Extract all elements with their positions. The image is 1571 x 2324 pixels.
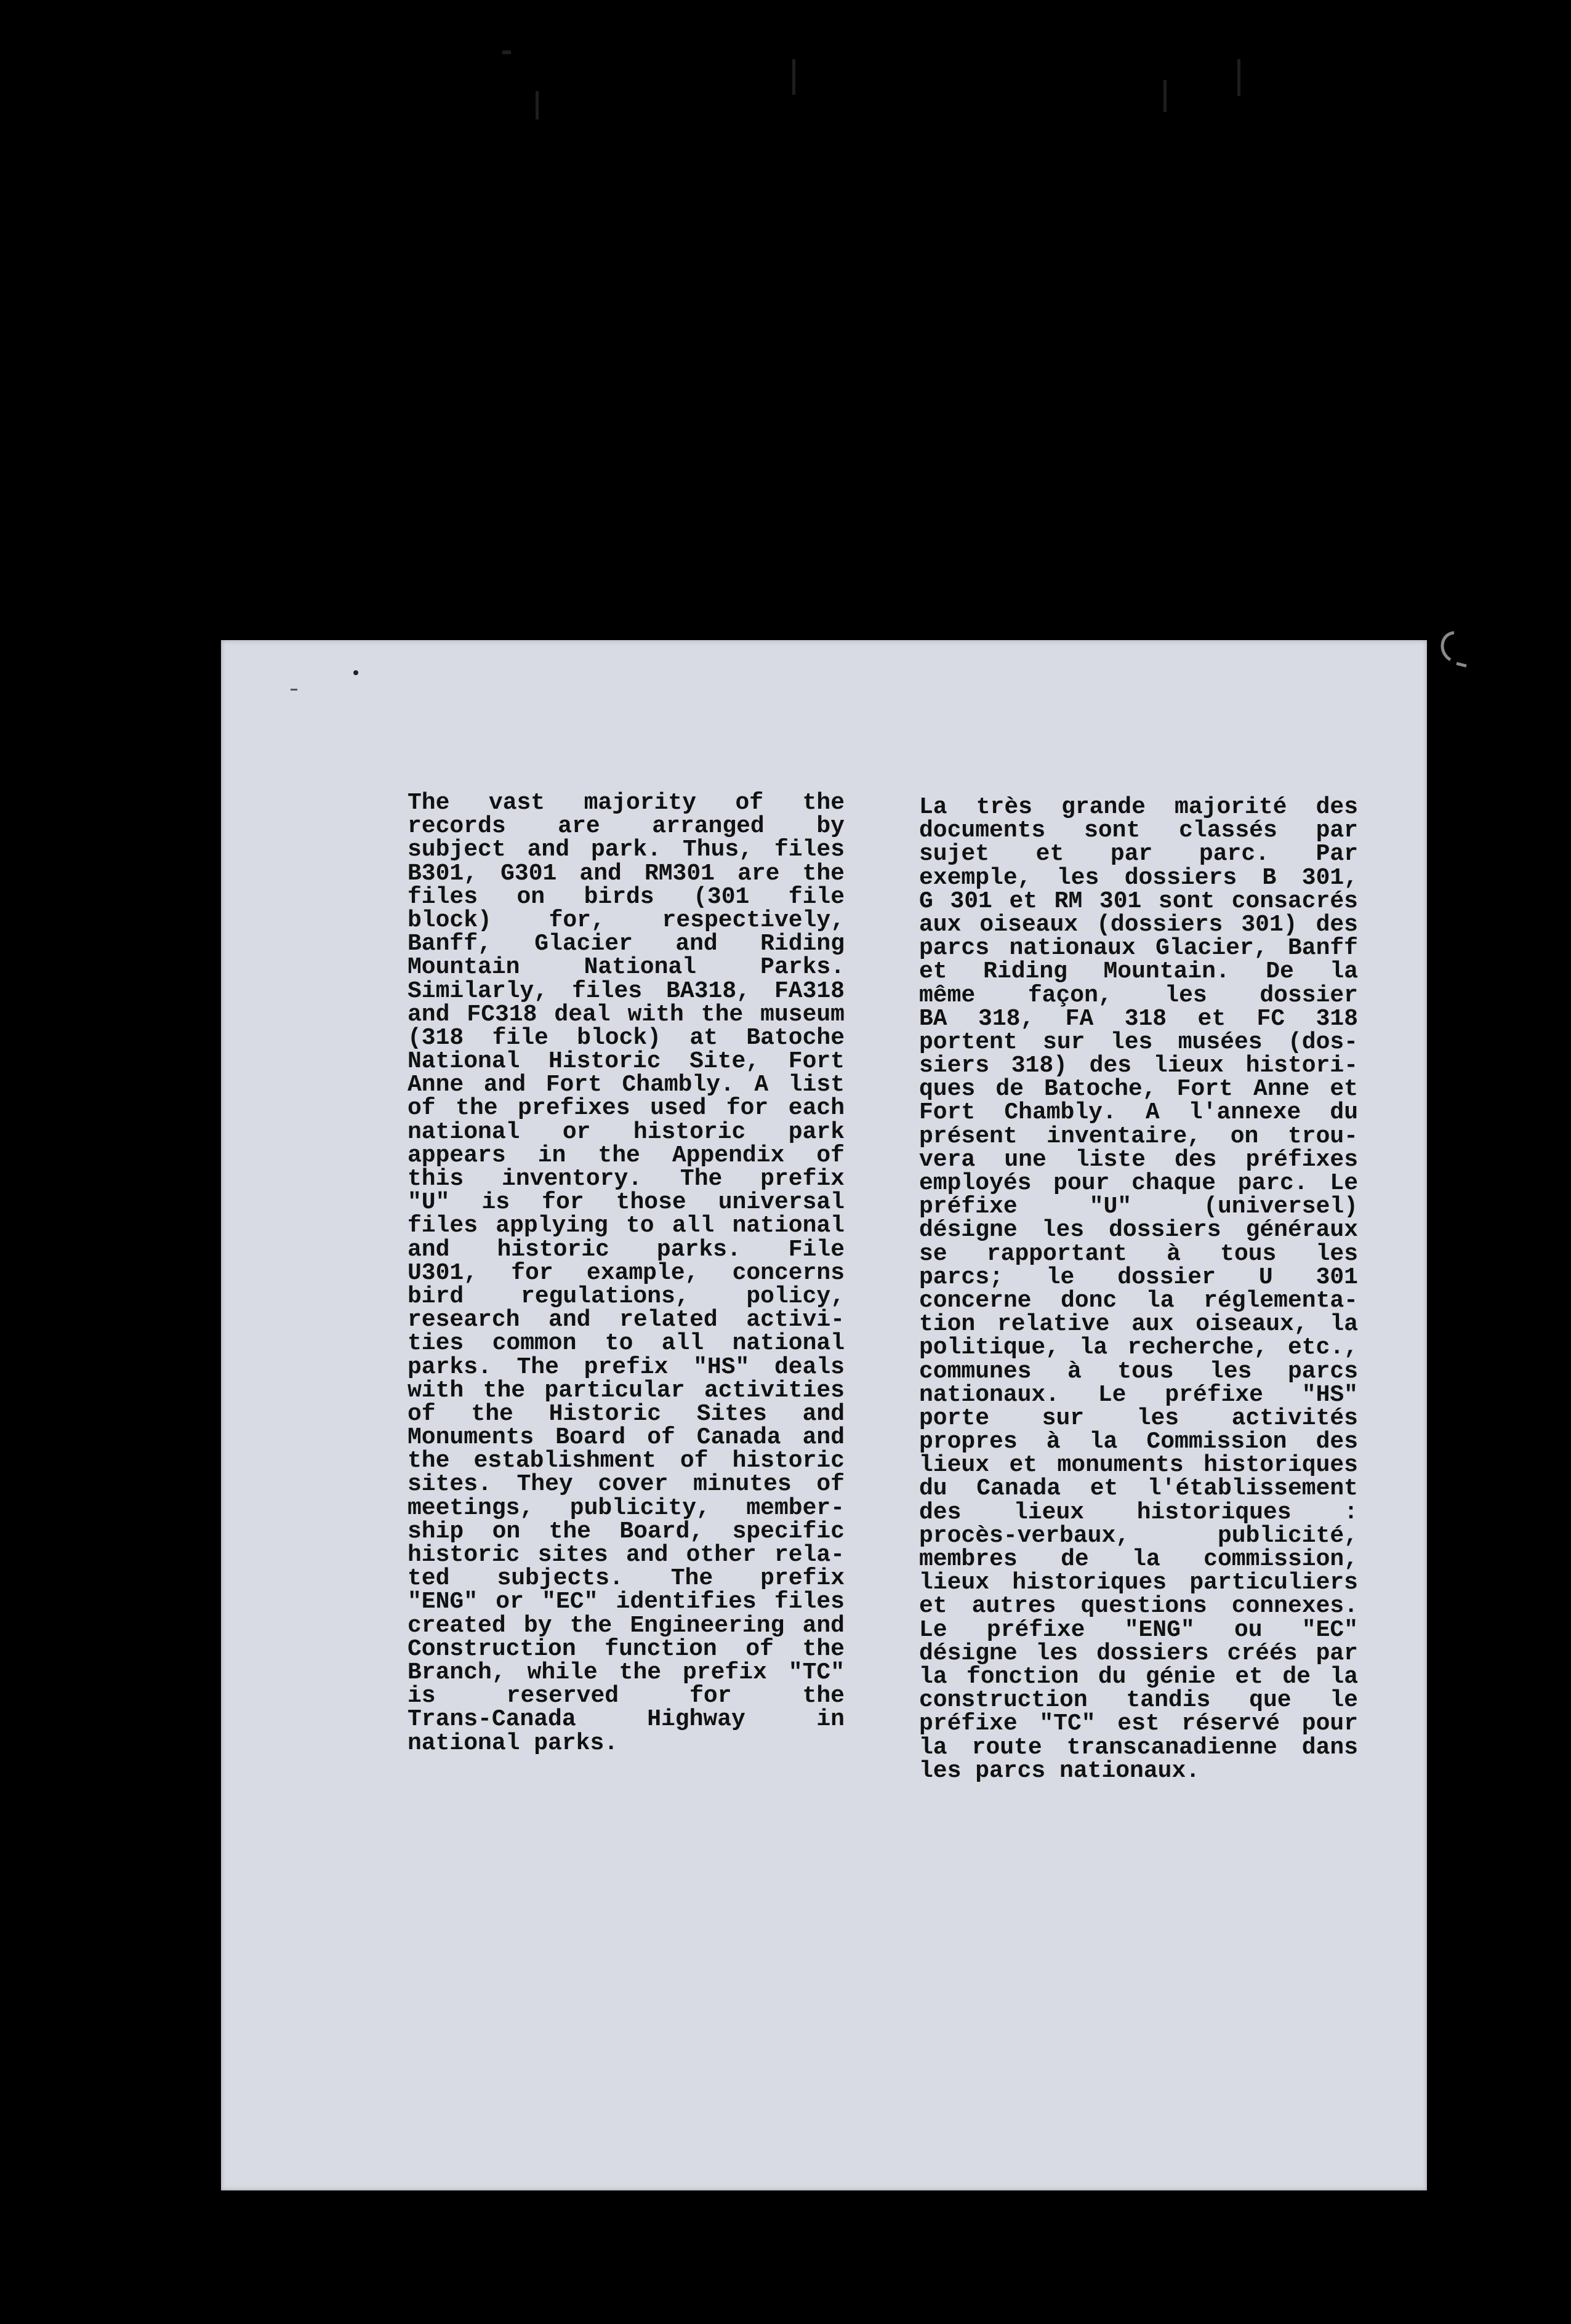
- text-line: préfixe "TC" est réservé pour: [919, 1710, 1358, 1737]
- text-line: et Riding Mountain. De la: [919, 958, 1358, 985]
- text-line: construction tandis que le: [919, 1687, 1358, 1714]
- text-line: portent sur les musées (dos-: [919, 1028, 1358, 1056]
- text-line: Le préfixe "ENG" ou "EC": [919, 1616, 1358, 1643]
- text-line: préfixe "U" (universel): [919, 1193, 1358, 1220]
- text-line: and historic parks. File: [408, 1236, 845, 1263]
- text-line: politique, la recherche, etc.,: [919, 1334, 1358, 1361]
- text-line: vera une liste des préfixes: [919, 1146, 1358, 1173]
- text-line: tion relative aux oiseaux, la: [919, 1311, 1358, 1338]
- text-line: is reserved for the: [408, 1683, 845, 1710]
- text-line: Monuments Board of Canada and: [408, 1424, 845, 1451]
- text-line: appears in the Appendix of: [408, 1142, 845, 1169]
- text-line: national or historic park: [408, 1118, 845, 1145]
- text-line: (318 file block) at Batoche: [408, 1024, 845, 1051]
- text-line: subject and park. Thus, files: [408, 836, 845, 863]
- text-line: Mountain National Parks.: [408, 954, 845, 981]
- text-line: siers 318) des lieux histori-: [919, 1052, 1358, 1080]
- scan-edge-mark: [1429, 628, 1469, 671]
- scanned-page: [221, 640, 1427, 2190]
- scan-speck: [353, 670, 358, 675]
- text-line: désigne les dossiers créés par: [919, 1640, 1358, 1667]
- text-line: BA 318, FA 318 et FC 318: [919, 1005, 1358, 1032]
- text-line: National Historic Site, Fort: [408, 1048, 845, 1075]
- text-line: présent inventaire, on trou-: [919, 1123, 1358, 1150]
- text-line: la route transcanadienne dans: [919, 1734, 1358, 1761]
- scan-artifact: [1163, 80, 1167, 112]
- text-line: et autres questions connexes.: [919, 1593, 1358, 1620]
- text-line: G 301 et RM 301 sont consacrés: [919, 888, 1358, 915]
- text-line: du Canada et l'établissement: [919, 1475, 1358, 1502]
- scan-artifact: [536, 91, 539, 119]
- text-line: U301, for example, concerns: [408, 1259, 845, 1286]
- text-line: The vast majority of the: [408, 790, 845, 816]
- text-line: research and related activi-: [408, 1307, 845, 1334]
- english-text-column: [408, 791, 845, 1755]
- text-line: "U" is for those universal: [408, 1189, 845, 1216]
- text-line: ques de Batoche, Fort Anne et: [919, 1076, 1358, 1103]
- text-line: the establishment of historic: [408, 1448, 845, 1475]
- scan-artifact: [1237, 59, 1240, 96]
- scan-artifact: [502, 50, 511, 54]
- text-line: se rapportant à tous les: [919, 1240, 1358, 1267]
- text-line: of the prefixes used for each: [408, 1095, 845, 1122]
- text-line: Trans-Canada Highway in: [408, 1706, 845, 1733]
- text-line: ship on the Board, specific: [408, 1518, 845, 1545]
- text-line: membres de la commission,: [919, 1546, 1358, 1573]
- text-line: lieux et monuments historiques: [919, 1452, 1358, 1479]
- text-line: of the Historic Sites and: [408, 1400, 845, 1427]
- text-line: historic sites and other rela-: [408, 1542, 845, 1568]
- text-line: concerne donc la réglementa-: [919, 1287, 1358, 1314]
- text-line: records are arranged by: [408, 813, 845, 840]
- text-line: created by the Engineering and: [408, 1612, 845, 1639]
- text-line: Banff, Glacier and Riding: [408, 931, 845, 958]
- text-line: Branch, while the prefix "TC": [408, 1659, 845, 1686]
- text-line: B301, G301 and RM301 are the: [408, 860, 845, 887]
- text-line: bird regulations, policy,: [408, 1283, 845, 1310]
- text-line: files on birds (301 file: [408, 883, 845, 910]
- text-line: parcs nationaux Glacier, Banff: [919, 935, 1358, 962]
- text-line: this inventory. The prefix: [408, 1166, 845, 1192]
- text-line: sites. They cover minutes of: [408, 1471, 845, 1498]
- text-line: ties common to all national: [408, 1330, 845, 1357]
- text-line: documents sont classés par: [919, 817, 1358, 844]
- text-line: ted subjects. The prefix: [408, 1565, 845, 1592]
- text-line: les parcs nationaux.: [919, 1757, 1200, 1784]
- text-line: block) for, respectively,: [408, 907, 845, 934]
- text-line: with the particular activities: [408, 1377, 845, 1404]
- text-line: meetings, publicity, member-: [408, 1494, 845, 1521]
- text-line: aux oiseaux (dossiers 301) des: [919, 911, 1358, 938]
- text-line: Fort Chambly. A l'annexe du: [919, 1099, 1358, 1126]
- text-line: "ENG" or "EC" identifies files: [408, 1589, 845, 1616]
- text-line: communes à tous les parcs: [919, 1358, 1358, 1385]
- text-line: procès-verbaux, publicité,: [919, 1522, 1358, 1549]
- text-line: des lieux historiques :: [919, 1499, 1358, 1526]
- text-line: sujet et par parc. Par: [919, 841, 1358, 868]
- text-line: propres à la Commission des: [919, 1428, 1358, 1456]
- french-text-column: [919, 796, 1358, 1783]
- text-line: désigne les dossiers généraux: [919, 1217, 1358, 1244]
- text-line: exemple, les dossiers B 301,: [919, 864, 1358, 891]
- scan-artifact: [792, 59, 795, 95]
- text-line: Similarly, files BA318, FA318: [408, 977, 845, 1004]
- text-line: employés pour chaque parc. Le: [919, 1170, 1358, 1196]
- text-line: national parks.: [408, 1729, 619, 1757]
- text-line: La très grande majorité des: [919, 794, 1358, 820]
- text-line: Anne and Fort Chambly. A list: [408, 1072, 845, 1099]
- scan-speck: [291, 689, 297, 691]
- text-line: parcs; le dossier U 301: [919, 1264, 1358, 1291]
- text-line: lieux historiques particuliers: [919, 1569, 1358, 1597]
- text-line: même façon, les dossier: [919, 982, 1358, 1009]
- text-line: la fonction du génie et de la: [919, 1663, 1358, 1690]
- text-line: and FC318 deal with the museum: [408, 1001, 845, 1028]
- text-line: Construction function of the: [408, 1635, 845, 1662]
- text-line: parks. The prefix "HS" deals: [408, 1353, 845, 1380]
- text-line: files applying to all national: [408, 1212, 845, 1240]
- text-line: nationaux. Le préfixe "HS": [919, 1381, 1358, 1408]
- text-line: porte sur les activités: [919, 1404, 1358, 1432]
